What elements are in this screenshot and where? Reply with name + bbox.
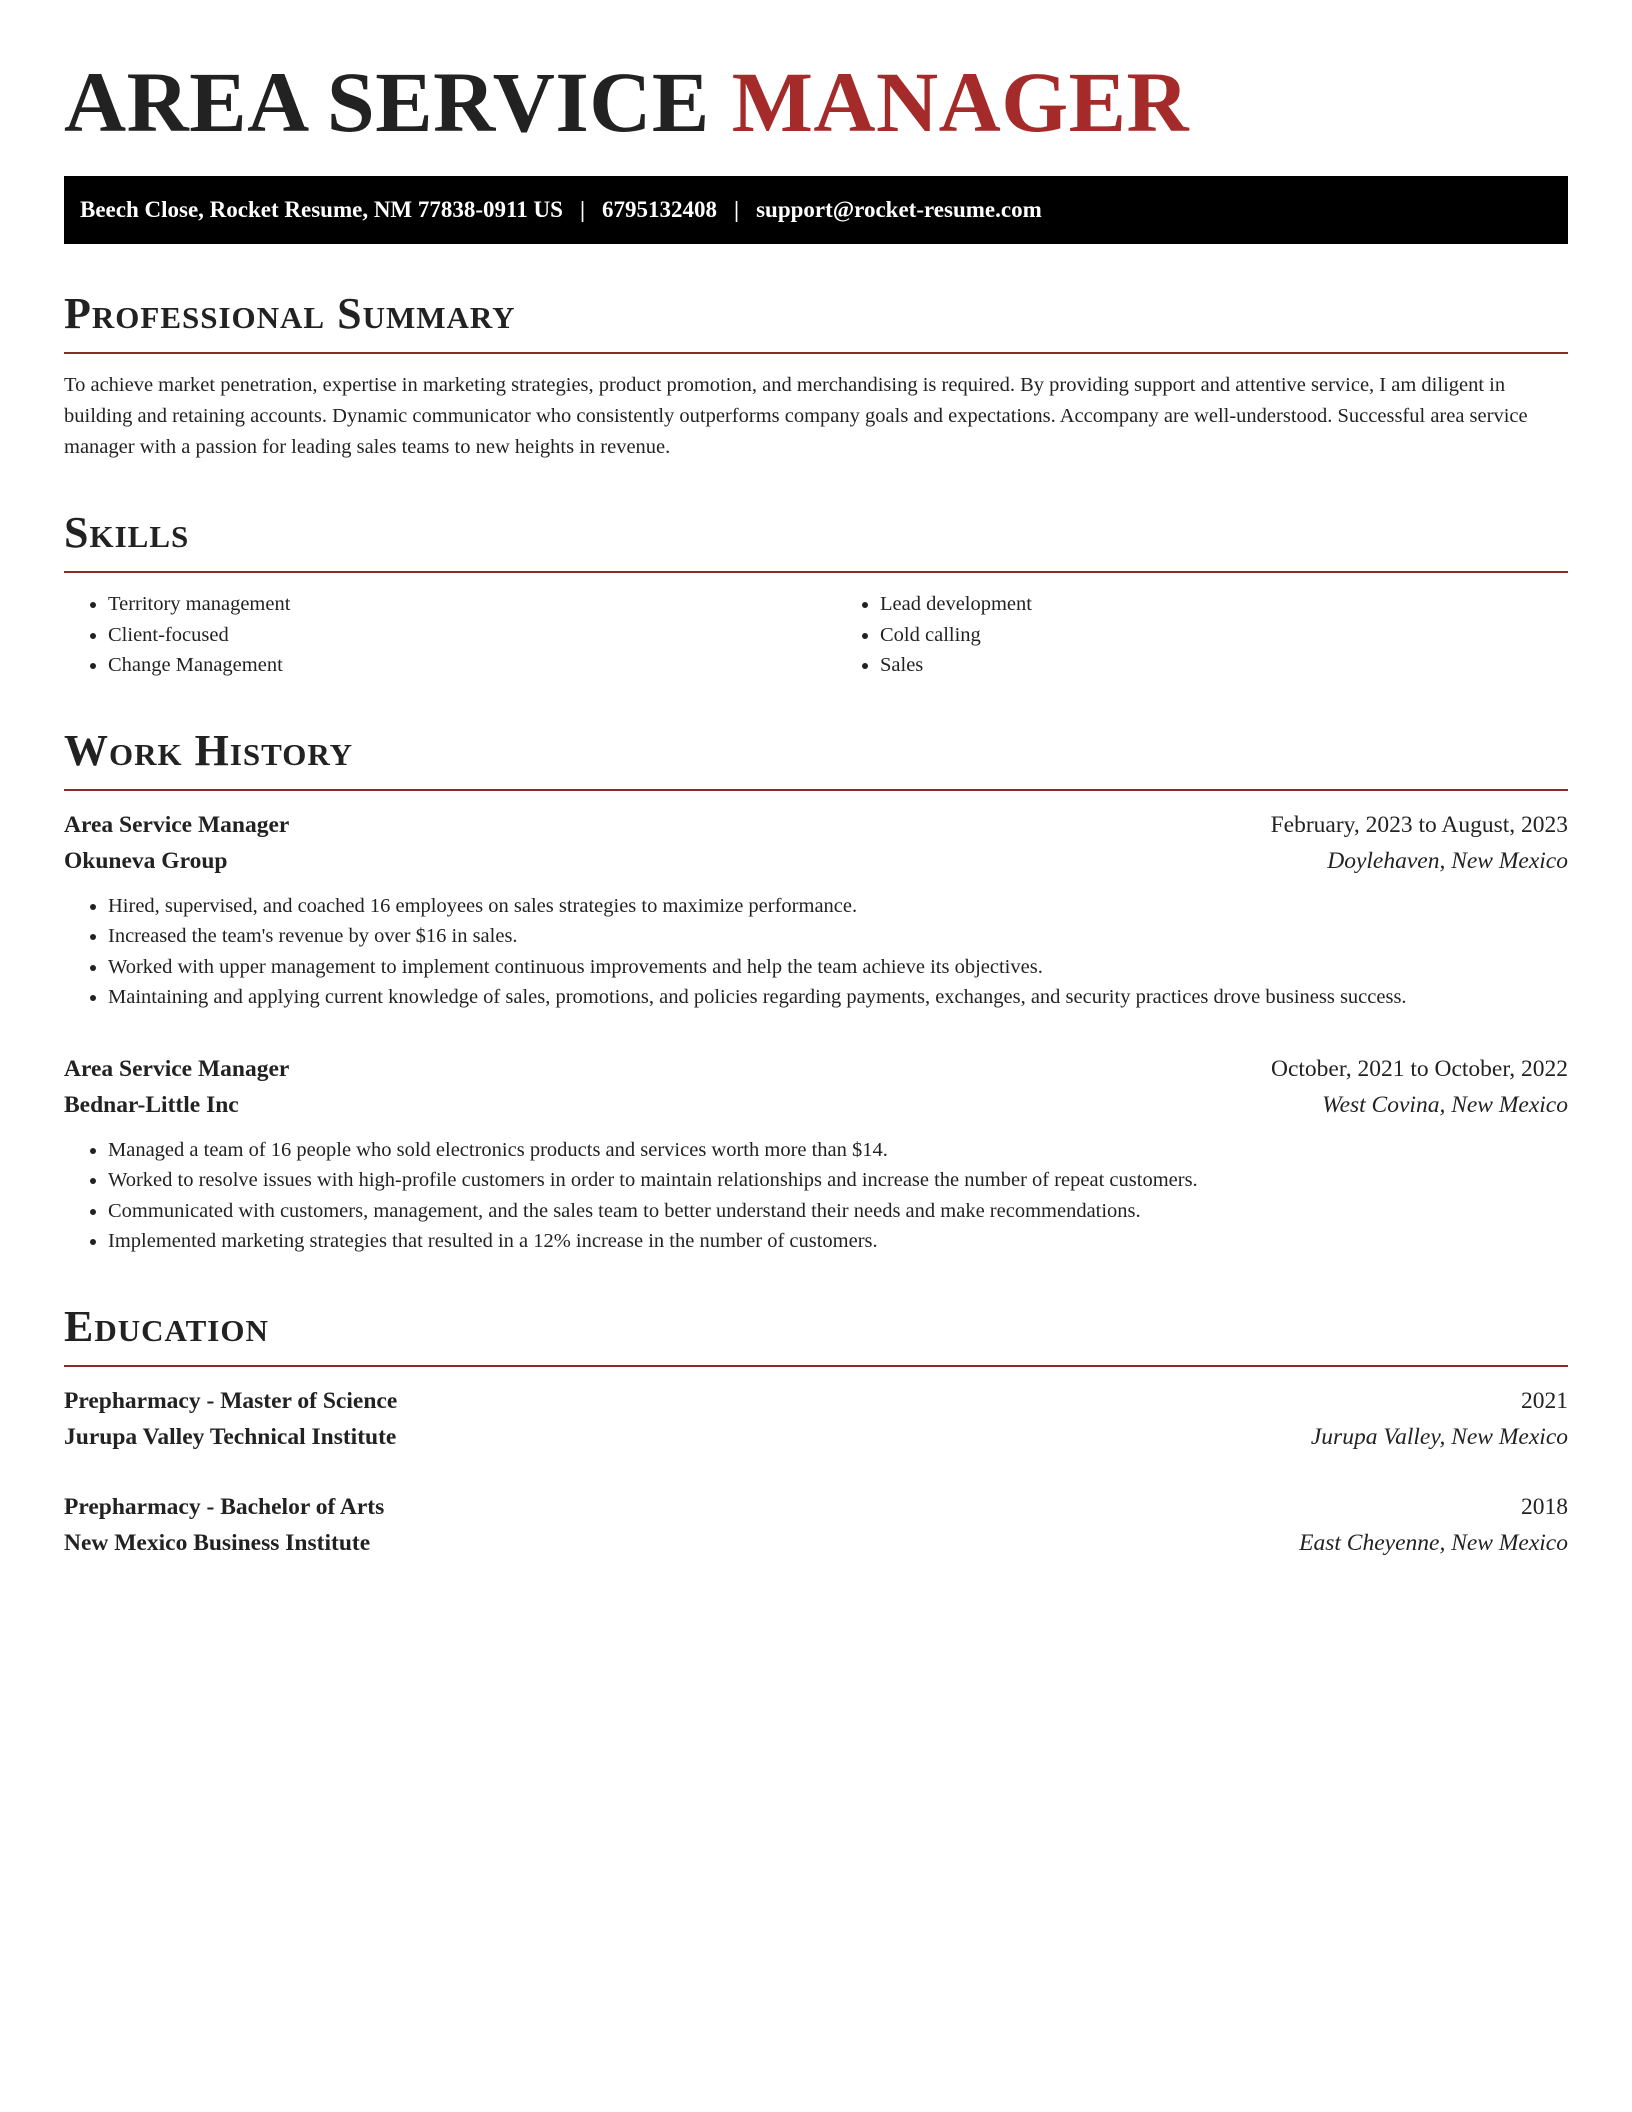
job-bullet: • Worked to resolve issues with high-profile customers in order to maintain relationships and increase the number of repeat customers. — [108, 1165, 1568, 1196]
job-bullets — [64, 1135, 1568, 1257]
contact-bar — [64, 176, 1568, 244]
job-bullet: • Hired, supervised, and coached 16 employees on sales strategies to maximize performance. — [108, 891, 1568, 922]
education-year: 2021 — [1521, 1387, 1568, 1414]
name-last: MANAGER — [731, 54, 1190, 150]
education-header — [64, 1489, 1568, 1525]
summary-heading: Professional Summary — [64, 290, 1568, 354]
resume-name — [64, 52, 1568, 152]
job-subheader — [64, 1087, 1568, 1123]
job-entry — [64, 807, 1568, 1013]
job-bullet: • Managed a team of 16 people who sold electronics products and services worth more than $14. — [108, 1135, 1568, 1166]
education-school: New Mexico Business Institute — [64, 1529, 371, 1556]
contact-separator: | — [579, 197, 586, 222]
job-role: Area Service Manager — [64, 811, 290, 838]
work-history-heading: Work History — [64, 727, 1568, 791]
education-degree: Prepharmacy - Master of Science — [64, 1387, 398, 1414]
education-location: Jurupa Valley, New Mexico — [1310, 1423, 1568, 1450]
education-entry — [64, 1489, 1568, 1561]
education-year: 2018 — [1521, 1493, 1568, 1520]
education-header — [64, 1383, 1568, 1419]
contact-email: support@rocket-resume.com — [756, 197, 1042, 222]
skill-item: • Change Management — [108, 650, 796, 681]
job-bullet: • Implemented marketing strategies that resulted in a 12% increase in the number of customers. — [108, 1226, 1568, 1257]
skill-item: • Cold calling — [880, 620, 1568, 651]
education-entry — [64, 1383, 1568, 1455]
education-school: Jurupa Valley Technical Institute — [64, 1423, 397, 1450]
job-header — [64, 807, 1568, 843]
skills-heading: Skills — [64, 509, 1568, 573]
summary-text: To achieve market penetration, expertise in marketing strategies, product promotion, and merchandising is required. By providing support and attentive service, I am diligent in building and retaining accounts. Dynamic communicator who consistently outperforms company goals and expectations. Accompany are well-understood. Successful area service manager with a passion for leading sales teams to new heights in revenue. — [64, 374, 1528, 458]
contact-separator: | — [734, 197, 740, 222]
job-bullet: • Communicated with customers, management, and the sales team to better understand their needs and make recommendations. — [108, 1196, 1568, 1227]
job-location: West Covina, New Mexico — [1322, 1091, 1568, 1118]
job-bullet: • Worked with upper management to implement continuous improvements and help the team achieve its objectives. — [108, 952, 1568, 983]
name-first: AREA SERVICE — [64, 54, 710, 150]
job-bullet: • Increased the team's revenue by over $16 in sales. — [108, 921, 1568, 952]
education-subheader — [64, 1419, 1568, 1455]
education-degree: Prepharmacy - Bachelor of Arts — [64, 1493, 385, 1520]
job-role: Area Service Manager — [64, 1055, 290, 1082]
job-entry — [64, 1051, 1568, 1257]
job-location: Doylehaven, New Mexico — [1327, 847, 1568, 874]
job-bullet: • Maintaining and applying current knowledge of sales, promotions, and policies regarding payments, exchanges, and security practices drove business success. — [108, 982, 1568, 1013]
skill-item: • Client-focused — [108, 620, 796, 651]
job-header — [64, 1051, 1568, 1087]
job-subheader — [64, 843, 1568, 879]
job-bullets — [64, 891, 1568, 1013]
education-subheader — [64, 1525, 1568, 1561]
job-dates: October, 2021 to October, 2022 — [1270, 1055, 1568, 1082]
skill-item: • Sales — [880, 650, 1568, 681]
contact-phone: 6795132408 — [602, 197, 718, 222]
job-dates: February, 2023 to August, 2023 — [1270, 811, 1568, 838]
skills-column-left — [64, 589, 796, 681]
skill-item: • Lead development — [880, 589, 1568, 620]
job-company: Okuneva Group — [64, 847, 228, 874]
job-company: Bednar-Little Inc — [64, 1091, 239, 1118]
skill-item: • Territory management — [108, 589, 796, 620]
skills-column-right — [836, 589, 1568, 681]
education-location: East Cheyenne, New Mexico — [1299, 1529, 1568, 1556]
skills-list — [64, 589, 1568, 681]
contact-address: Beech Close, Rocket Resume, NM 77838-0911 US — [80, 197, 563, 222]
education-heading: Education — [64, 1303, 1568, 1367]
